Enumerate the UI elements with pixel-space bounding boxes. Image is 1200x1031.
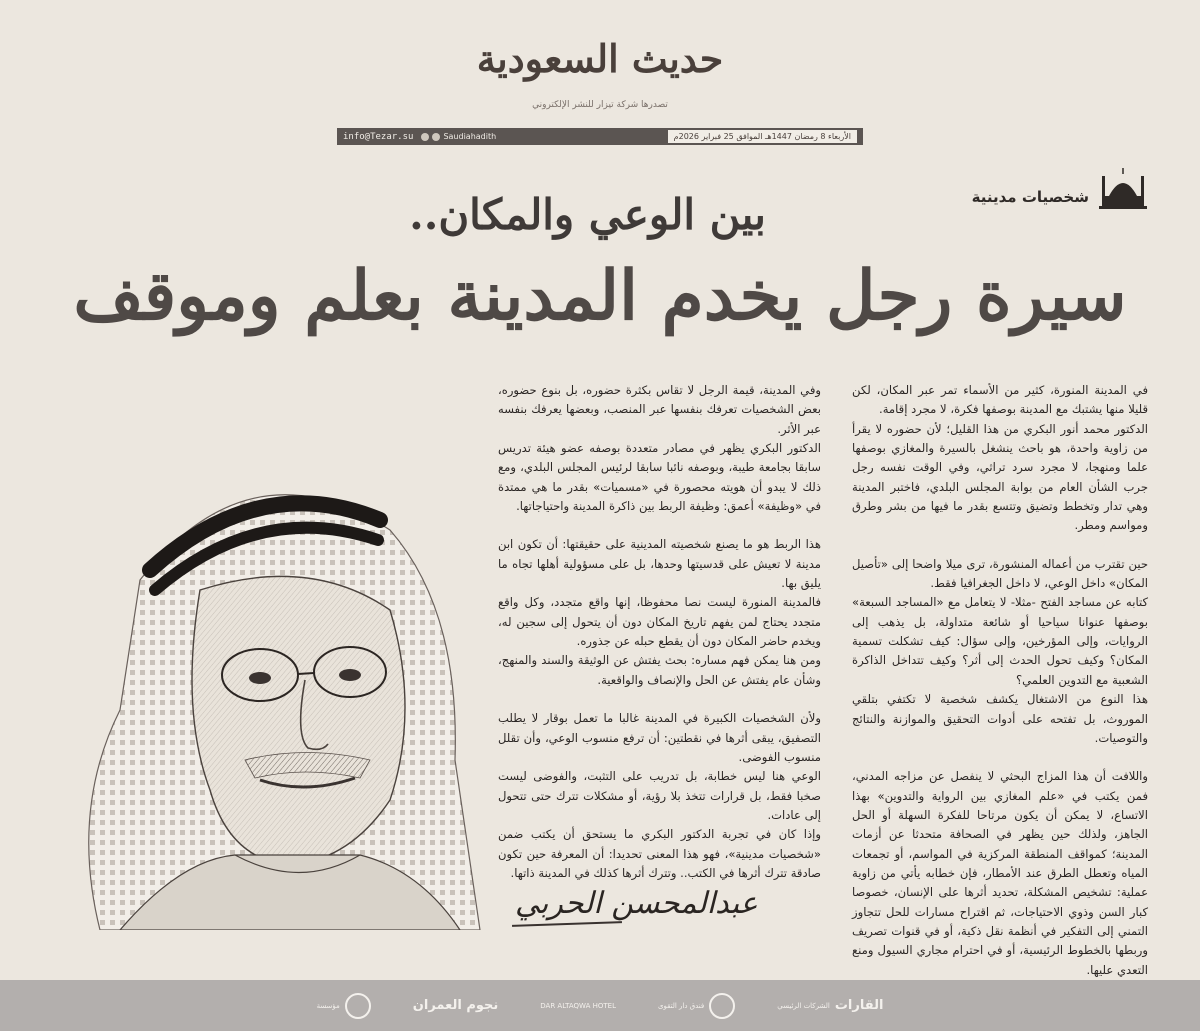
article-kicker: بين الوعي والمكان.. [409, 190, 766, 239]
section-label: شخصيات مدينية [971, 188, 1089, 206]
article-column-right [852, 381, 1148, 1019]
paragraph: الدكتور محمد أنور البكري من هذا القليل؛ لأن حضوره لا يقرأ من زاوية واحدة، هو باحث ينشغل بالسيرة والمغازي بوصفها علما ومنهجا، لا مجرد سرد تراثي، وفي الوقت نفسه رجل جرب الشأن العام من بوابة المجلس البلدي، فاختبر المدينة وهي تدار وتخطط وتضيق وتتسع بقدر ما فيها من بشر وطرق ومواسم ومطر. [852, 421, 1148, 533]
sponsors-footer [0, 980, 1200, 1031]
article-column-middle [498, 381, 821, 883]
hotel-emblem-icon [709, 993, 735, 1019]
sponsor-logo: فندق دار التقوى [658, 993, 735, 1019]
info-bar [337, 128, 863, 145]
social-icon [432, 133, 440, 141]
brand-subtitle: تصدرها شركة تيزار للنشر الإلكتروني [532, 100, 668, 110]
paragraph: كتابه عن مساجد الفتح -مثلا- لا يتعامل مع «المساجد السبعة» بوصفها عنوانا سياحيا أو شائعة متداولة، بل يذهب إلى الروايات، وإلى المؤرخين، وإلى سؤال: كيف تشكلت تسمية المكان؟ وكيف تحول الحدث إلى أثر؟ وكيف تتداخل الذاكرة الشعبية مع التدوين العلمي؟ [852, 595, 1148, 687]
date-line: الأربعاء 8 رمضان 1447هـ الموافق 25 فبراير 2026م [668, 130, 857, 143]
signature-underline [512, 921, 622, 927]
portrait-sketch [60, 460, 495, 930]
paragraph: في المدينة المنورة، كثير من الأسماء تمر عبر المكان، لكن قليلا منها يشتبك مع المدينة بوصفها فكرة، لا مجرد إقامة. [852, 383, 1148, 417]
masthead [0, 0, 1200, 150]
social-handle [421, 132, 496, 141]
paragraph: وإذا كان في تجربة الدكتور البكري ما يستحق أن يكتب ضمن «شخصيات مدينية»، فهو هذا المعنى تحديدا: أن المعرفة حين تكون صادقة تترك أثرها في الكتب.. وتترك أثرها كذلك في المدينة ذاتها. [498, 827, 821, 880]
sponsor-logo: القارات الشركات الرئيسي [777, 998, 884, 1013]
sponsor-logo: مؤسسة [317, 993, 371, 1019]
sponsor-emblem-icon [345, 993, 371, 1019]
author-signature: عبدالمحسن الحربي [515, 886, 758, 921]
sponsor-logo: DAR ALTAQWA HOTEL [540, 1001, 616, 1010]
paragraph: هذا الربط هو ما يصنع شخصيته المدينية على حقيقتها: أن تكون ابن مدينة لا تعيش على قدسيتها وحدها، بل على مسؤولية أهلها تجاه ما يليق بها. [498, 537, 821, 591]
handle-text: Saudiahadith [443, 132, 497, 141]
paragraph: هذا النوع من الاشتغال يكشف شخصية لا تكتفي بتلقي الموروث، بل تفتحه على أدوات التحقيق والموازنة والنتائج والتوصيات. [852, 692, 1148, 745]
sponsor-logo: نجوم العمران [412, 998, 499, 1013]
section-tag [972, 166, 1147, 210]
article-headline: سيرة رجل يخدم المدينة بعلم وموقف [73, 256, 1127, 336]
paragraph: ومن هنا يمكن فهم مساره: بحث يفتش عن الوثيقة والسند والمنهج، وشأن عام يفتش عن الحل والإنصاف والواقعية. [498, 653, 821, 687]
paragraph: الدكتور البكري يظهر في مصادر متعددة بوصفه عضو هيئة تدريس سابقا بجامعة طيبة، وبوصفه نائبا سابقا لرئيس المجلس البلدي، ومع ذلك لا يبدو أن هويته محصورة في «مسميات» بقدر ما هي ممتدة في «وظيفة» أعمق: وظيفة الربط بين ذاكرة المدينة واحتياجاتها. [498, 441, 821, 514]
paragraph: حين تقترب من أعماله المنشورة، ترى ميلا واضحا إلى «تأصيل المكان» داخل الوعي، لا داخل الجغرافيا فقط. [852, 556, 1148, 591]
paragraph: واللافت أن هذا المزاج البحثي لا ينفصل عن مزاجه المدني، فمن يكتب في «علم المغازي بين الرواية والتدوين» بهذا الاتساع، لا يمكن أن يكون مرتاحا للفكرة السهلة أو الحل الجاهز، ولذلك حين يظهر في الصحافة متحدثا عن أزمات المدينة؛ كمواقف المنطقة المركزية في المواسم، أو تجمعات المياه وتعطل الطرق عند الأمطار، فإن خطابه يأتي من زاوية عملية: تشخيص المشكلة، تحديد أثرها على الإنسان، خصوصا كبار السن وذوي الاحتياجات، ثم اقتراح مسارات للحل تتجاوز التمني إلى التفكير في أنظمة نقل ذكية، أو في قنوات تصريف وربطها بالخطوط الرئيسية، أو في احترام مجاري السيول ومنع التعدي عليها. [852, 769, 1148, 977]
mosque-icon [1099, 166, 1147, 210]
social-icon [421, 133, 429, 141]
brand-logo [0, 36, 1200, 81]
email-text: info@Tezar.su [343, 131, 414, 142]
paragraph: فالمدينة المنورة ليست نصا محفوظا، إنها واقع متجدد، وكل واقع متجدد يحتاج لمن يفهم تاريخ المكان دون أن يتحول إلى سجين له، ويخدم حاضر المكان دون أن يقطع حبله عن جذوره. [498, 595, 821, 649]
paragraph: وفي المدينة، قيمة الرجل لا تقاس بكثرة حضوره، بل بنوع حضوره، بعض الشخصيات تعرفك بنفسها عبر المنصب، وبعضها يعرفك بنفسه عبر الأثر. [498, 383, 821, 436]
brand-name: حديث السعودية [476, 36, 724, 81]
paragraph: الوعي هنا ليس خطابة، بل تدريب على التثبت، والفوضى ليست صخبا فقط، بل قرارات تتخذ بلا رؤية، أو مشكلات تترك حتى تتحول إلى عادات. [498, 769, 821, 822]
paragraph: ولأن الشخصيات الكبيرة في المدينة غالبا ما تعمل بوقار لا يطلب التصفيق، يبقى أثرها في نقطتين: أن ترفع منسوب الوعي، وأن تقلل منسوب الفوضى. [498, 711, 821, 764]
